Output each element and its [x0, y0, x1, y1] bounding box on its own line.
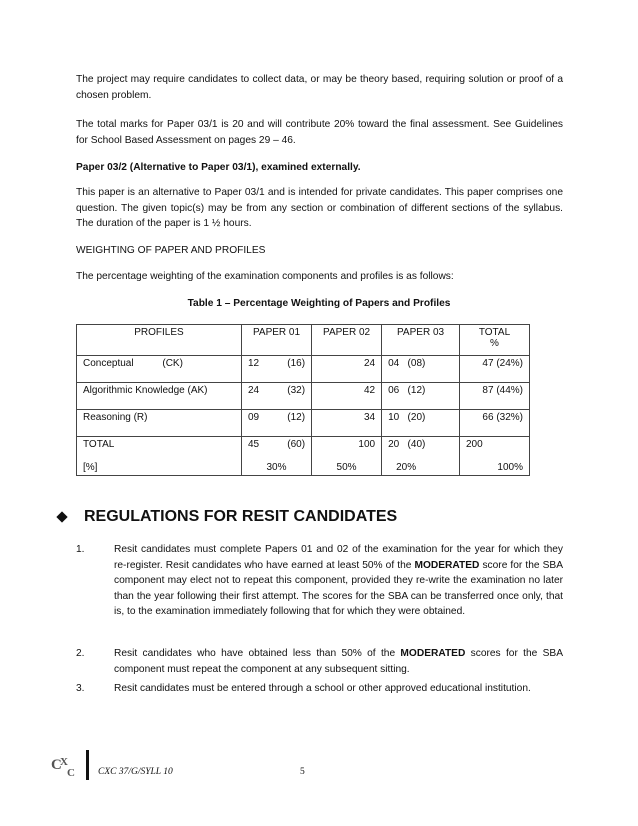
row-paper01: 12 (16)	[241, 356, 311, 383]
total-paper01: 45 (60) 30%	[241, 437, 311, 476]
row-paper02: 34	[312, 410, 382, 437]
header-profiles: PROFILES	[77, 325, 242, 356]
row-paper01: 24 (32)	[241, 383, 311, 410]
weighting-heading: WEIGHTING OF PAPER AND PROFILES	[76, 245, 266, 256]
cxc-logo-icon	[50, 752, 80, 778]
row-paper01: 09 (12)	[241, 410, 311, 437]
list-item: 3. Resit candidates must be entered through a school or other approved educational institution.	[76, 683, 531, 694]
row-paper02: 42	[312, 383, 382, 410]
row-profile: Algorithmic Knowledge (AK)	[77, 383, 242, 410]
weighting-intro: The percentage weighting of the examination components and profiles is as follows:	[76, 271, 454, 282]
row-paper03: 10 (20)	[382, 410, 460, 437]
row-paper02: 24	[312, 356, 382, 383]
list-item: 1. Resit candidates must complete Papers 01 and 02 of the examination for the year for which they re-register. Resit candidates who have earned at least 50% of the MODERATED score for the SBA component may elect not to repeat this component, provided they re-write the examination no later than the year following their first attempt. The scores for the SBA can be transferred once only, that is, to the examination immediately following that for which they were obtained.	[76, 544, 564, 618]
table-total-row	[77, 437, 530, 476]
diamond-bullet-icon	[56, 511, 67, 522]
total-label-cell: TOTAL [%]	[77, 437, 242, 476]
total-paper03: 20 (40) 20%	[382, 437, 460, 476]
table-caption: Table 1 – Percentage Weighting of Papers and Profiles	[187, 298, 451, 309]
table-header-row	[77, 325, 530, 356]
header-total-unit: %	[490, 338, 499, 349]
svg-text:C: C	[67, 767, 75, 778]
paper-description: This paper is an alternative to Paper 03/1 and is intended for private candidates. This paper comprises one question. The given topic(s) may be from any section or combination of different sections of the syllabus. The duration of the paper is 1 ½ hours.	[76, 187, 563, 230]
table-row	[77, 410, 530, 437]
list-item: 2. Resit candidates who have obtained less than 50% of the MODERATED scores for the SBA component must repeat the component at any subsequent sitting.	[76, 648, 563, 675]
header-total	[459, 325, 529, 356]
paper-heading: Paper 03/2 (Alternative to Paper 03/1), examined externally.	[76, 162, 361, 173]
total-total: 200 100%	[459, 437, 529, 476]
row-total: 66 (32%)	[459, 410, 529, 437]
footer-divider	[86, 750, 89, 780]
row-paper03: 06 (12)	[382, 383, 460, 410]
row-profile: Reasoning (R)	[77, 410, 242, 437]
row-profile: Conceptual (CK)	[77, 356, 242, 383]
weighting-table	[76, 324, 530, 476]
header-paper02: PAPER 02	[312, 325, 382, 356]
row-total: 87 (44%)	[459, 383, 529, 410]
total-paper02: 100 50%	[312, 437, 382, 476]
page-number: 5	[300, 767, 305, 777]
header-total-label: TOTAL	[478, 327, 511, 338]
header-paper01: PAPER 01	[241, 325, 311, 356]
row-total: 47 (24%)	[459, 356, 529, 383]
svg-text:C: C	[51, 757, 62, 773]
regulations-heading: REGULATIONS FOR RESIT CANDIDATES	[56, 508, 397, 526]
row-paper03: 04 (08)	[382, 356, 460, 383]
header-paper03: PAPER 03	[382, 325, 460, 356]
syllabus-code: CXC 37/G/SYLL 10	[98, 767, 173, 777]
table-row	[77, 356, 530, 383]
table-row	[77, 383, 530, 410]
intro-paragraph: The project may require candidates to collect data, or may be theory based, requiring solution or proof of a chosen problem.	[76, 74, 563, 101]
page-footer	[50, 750, 350, 780]
svg-text:X: X	[60, 756, 68, 768]
marks-paragraph: The total marks for Paper 03/1 is 20 and will contribute 20% toward the final assessment. See Guidelines for School Based Assessment on pages 29 – 46.	[76, 119, 563, 146]
